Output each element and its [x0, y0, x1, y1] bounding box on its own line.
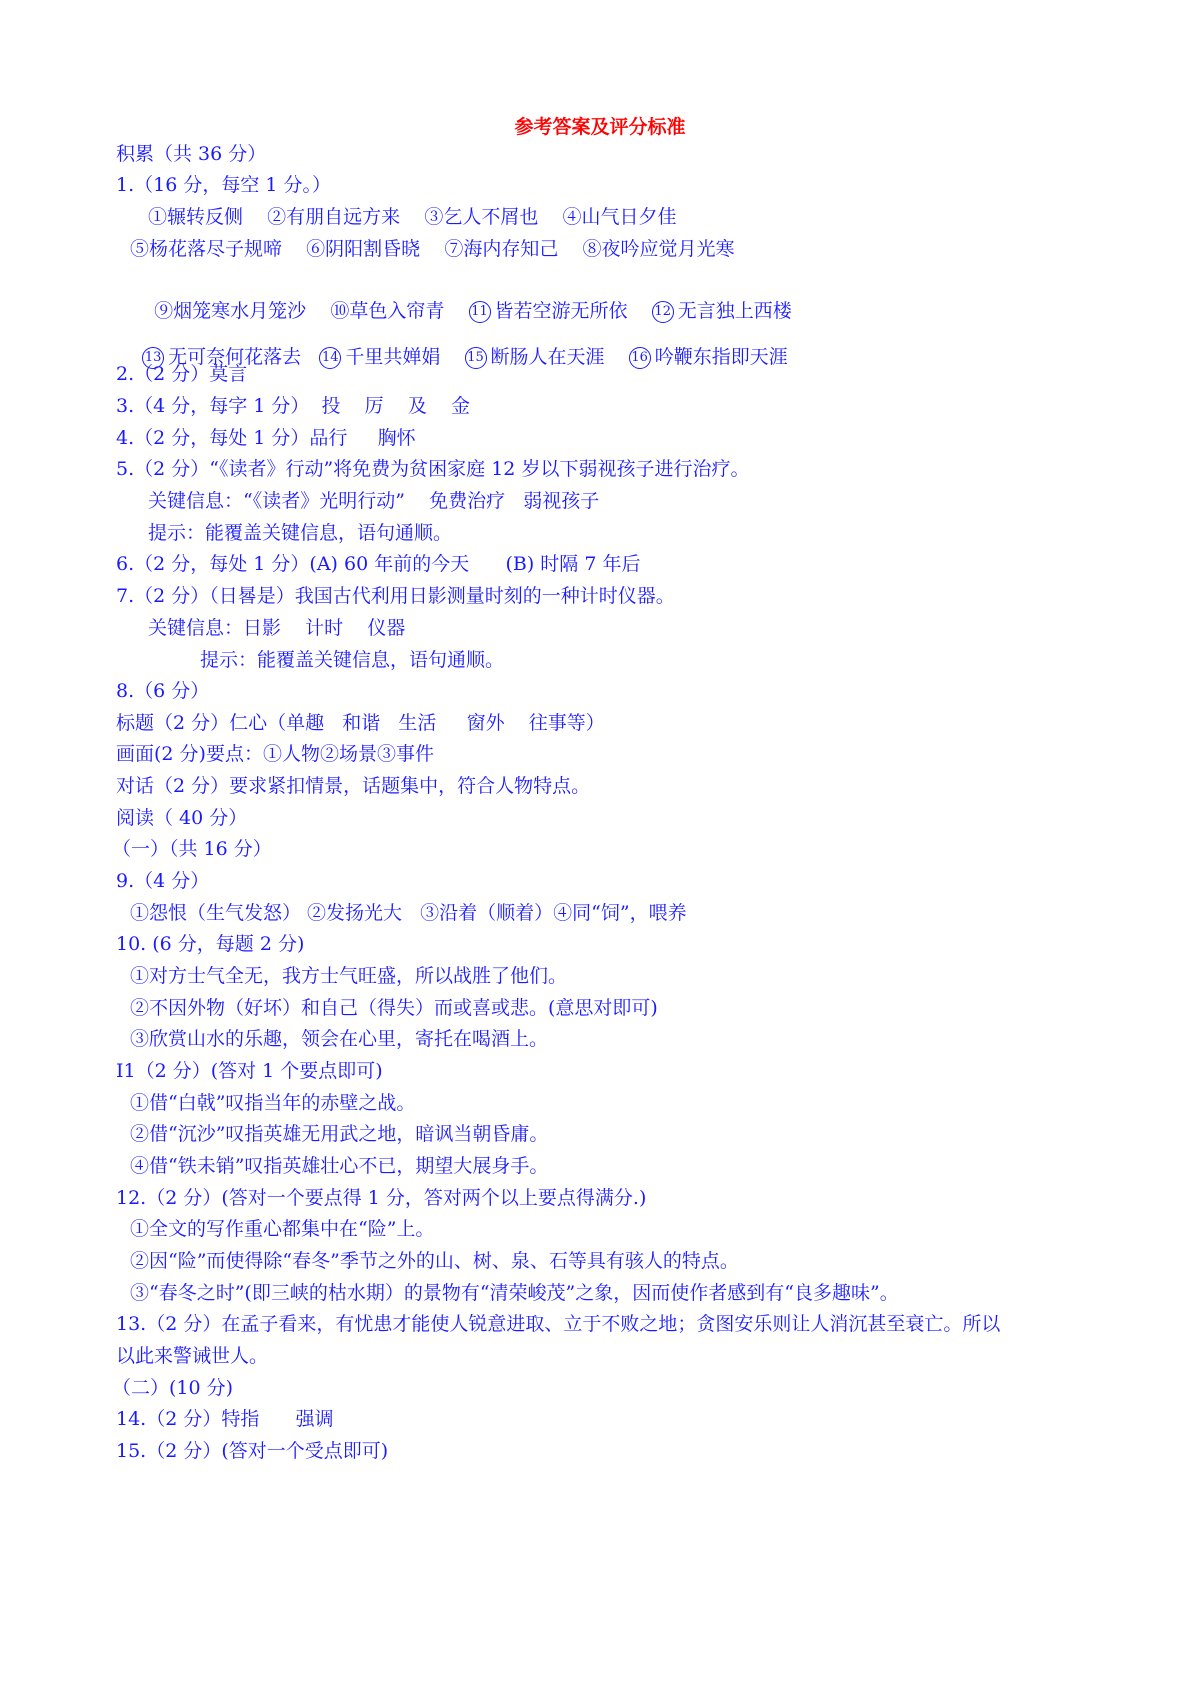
answer-line: 12.（2 分）(答对一个要点得 1 分，答对两个以上要点得满分.) — [116, 1187, 647, 1209]
answer-line: 5.（2 分）“《读者》行动”将免费为贫困家庭 12 岁以下弱视孩子进行治疗。 — [116, 458, 750, 480]
answer-line: ②借“沉沙”叹指英雄无用武之地，暗讽当朝昏庸。 — [130, 1123, 549, 1145]
answer-line: 标题（2 分）仁心（单趣 和谐 生活 窗外 往事等） — [116, 712, 605, 734]
answer-line: 提示：能覆盖关键信息，语句通顺。 — [148, 522, 453, 544]
answer-line: ①对方士气全无，我方士气旺盛，所以战胜了他们。 — [130, 965, 568, 987]
answer-text: 千里共婵娟 — [345, 346, 441, 368]
answer-text: ⑨烟笼寒水月笼沙 ⑩草色入帘青 — [154, 300, 445, 322]
answer-text: 无可奈何花落去 — [168, 346, 302, 368]
answer-text: 皆若空游无所依 — [494, 300, 628, 322]
answer-line: 6.（2 分，每处 1 分）(A) 60 年前的今天 (B) 时隔 7 年后 — [116, 553, 641, 575]
answer-line: 画面(2 分)要点：①人物②场景③事件 — [116, 743, 434, 765]
answer-line: I1（2 分）(答对 1 个要点即可) — [116, 1060, 383, 1082]
answer-line: ①借“白戟”叹指当年的赤壁之战。 — [130, 1092, 416, 1114]
answer-line: ③“春冬之时”(即三峡的枯水期）的景物有“清荣峻茂”之象，因而使作者感到有“良多趣味”。 — [130, 1282, 899, 1304]
answer-line: ②因“险”而使得除“春冬”季节之外的山、树、泉、石等具有骇人的特点。 — [130, 1250, 739, 1272]
circled-number-13: 13 — [142, 347, 164, 369]
answer-line: 10. (6 分，每题 2 分) — [116, 933, 305, 955]
answer-line: ③欣赏山水的乐趣，领会在心里，寄托在喝酒上。 — [130, 1028, 549, 1050]
circled-number-16: 16 — [629, 347, 651, 369]
answer-line: ①怨恨（生气发怒） ②发扬光大 ③沿着（顺着）④同“饲”，喂养 — [130, 902, 687, 924]
document-title: 参考答案及评分标准 — [514, 116, 686, 138]
circled-number-12: 12 — [652, 301, 674, 323]
answer-line: 4.（2 分，每处 1 分）品行 胸怀 — [116, 427, 416, 449]
section-heading: 阅读（ 40 分） — [116, 807, 248, 829]
answer-line: 关键信息：日影 计时 仪器 — [148, 617, 406, 639]
answer-line: 对话（2 分）要求紧扣情景，话题集中，符合人物特点。 — [116, 775, 591, 797]
answer-line: 3.（4 分，每字 1 分） 投 厉 及 金 — [116, 395, 470, 417]
answer-line: ⑤杨花落尽子规啼 ⑥阴阳割昏晓 ⑦海内存知己 ⑧夜吟应觉月光寒 — [130, 238, 735, 260]
circled-number-14: 14 — [319, 347, 341, 369]
answer-line: 13.（2 分）在孟子看来，有忧患才能使人锐意进取、立于不败之地；贪图安乐则让人消沉甚至衰亡。所以 — [116, 1313, 1001, 1335]
answer-line: 15.（2 分）(答对一个受点即可) — [116, 1440, 389, 1462]
circled-number-11: 11 — [469, 301, 491, 323]
answer-line: 9.（4 分） — [116, 870, 210, 892]
section-heading: （二）(10 分) — [112, 1377, 234, 1399]
answer-line: 2.（2 分）莫言 — [116, 363, 248, 385]
answer-text: 无言独上西楼 — [677, 300, 792, 322]
answer-line: 提示：能覆盖关键信息，语句通顺。 — [200, 649, 505, 671]
answer-line: 关键信息：“《读者》光明行动” 免费治疗 弱视孩子 — [148, 490, 600, 512]
answer-line: 以此来警诫世人。 — [116, 1345, 269, 1367]
answer-line: ②不因外物（好坏）和自己（得失）而或喜或悲。(意思对即可) — [130, 997, 658, 1019]
answer-line: ④借“铁未销”叹指英雄壮心不已，期望大展身手。 — [130, 1155, 549, 1177]
section-heading: 积累（共 36 分） — [116, 143, 267, 165]
circled-number-15: 15 — [465, 347, 487, 369]
answer-line: 7.（2 分）（日晷是）我国古代利用日影测量时刻的一种计时仪器。 — [116, 585, 675, 607]
answer-line: ①全文的写作重心都集中在“险”上。 — [130, 1218, 435, 1240]
answer-line: 14.（2 分）特指 强调 — [116, 1408, 334, 1430]
answer-line: ①辗转反侧 ②有朋自远方来 ③乞人不屑也 ④山气日夕佳 — [148, 206, 677, 228]
answer-line: 1.（16 分，每空 1 分。） — [116, 174, 332, 196]
section-heading: （一）（共 16 分） — [112, 838, 272, 860]
answer-text: 断肠人在天涯 — [490, 346, 605, 368]
answer-line: 8.（6 分） — [116, 680, 210, 702]
answer-text: 吟鞭东指即天涯 — [654, 346, 788, 368]
